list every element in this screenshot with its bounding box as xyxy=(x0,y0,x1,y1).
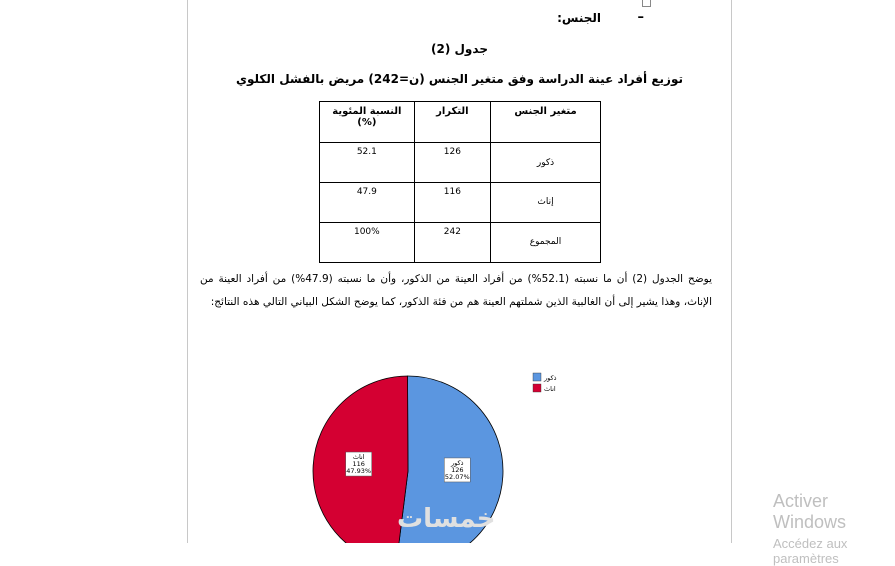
pie-label-count: 126 xyxy=(451,465,464,474)
table-cell: 100% xyxy=(320,222,415,262)
table-cell: 47.9 xyxy=(320,183,415,223)
gender-table xyxy=(319,101,601,263)
table-cell: ذكور xyxy=(491,143,601,183)
table-header-row xyxy=(320,102,601,143)
legend-label: ذكور xyxy=(544,374,557,382)
table-row xyxy=(320,183,601,223)
table-cell: إناث xyxy=(491,183,601,223)
pie-label-name: اناث xyxy=(352,453,365,462)
table-header-cell: النسبة المئوية (%) xyxy=(320,102,415,143)
pie-label-name: ذكور xyxy=(451,458,464,467)
table-cell: 242 xyxy=(414,222,490,262)
legend-swatch xyxy=(533,373,541,381)
legend-label: اناث xyxy=(544,385,556,393)
pie-slice-label xyxy=(346,452,372,476)
table-cell: 116 xyxy=(414,183,490,223)
table-cell: 126 xyxy=(414,143,490,183)
activate-subtitle: Accédez aux paramètres xyxy=(773,536,848,566)
table-cell: المجموع xyxy=(491,222,601,262)
table-header-cell: التكرار xyxy=(414,102,490,143)
pie-legend xyxy=(533,373,557,393)
pie-label-count: 116 xyxy=(352,460,365,469)
table-row xyxy=(320,143,601,183)
watermark-logo: خمسات xyxy=(397,504,496,534)
pie-label-percent: 52.07% xyxy=(444,472,470,481)
table-caption: توزيع أفراد عينة الدراسة وفق متغير الجنس (ن=242) مريض بالفشل الكلوي xyxy=(236,72,683,86)
pie-label-percent: 47.93% xyxy=(346,467,372,476)
table-cell: 52.1 xyxy=(320,143,415,183)
pie-slice-label xyxy=(444,458,470,482)
section-heading: الجنس: xyxy=(557,11,601,25)
list-bullet-dash: – xyxy=(637,10,644,25)
body-paragraph: يوضح الجدول (2) أن ما نسبته (52.1%) من أفراد العينة من الذكور، وأن ما نسبته (47.9%) من أفراد العينة من الإناث، وهذا يشير إلى أن الغالبية الذين شملتهم العينة هم من فئة الذكور، كما يوضح الشكل البياني التالي هذه النتائج: xyxy=(200,273,713,308)
document-page xyxy=(187,0,732,543)
table-header-cell: متغير الجنس xyxy=(491,102,601,143)
table-row xyxy=(320,222,601,262)
activate-windows-overlay xyxy=(773,491,895,566)
paragraph-mark-icon xyxy=(642,0,651,7)
table-title: جدول (2) xyxy=(431,42,488,56)
activate-title: Activer Windows xyxy=(773,491,847,532)
legend-swatch xyxy=(533,384,541,392)
